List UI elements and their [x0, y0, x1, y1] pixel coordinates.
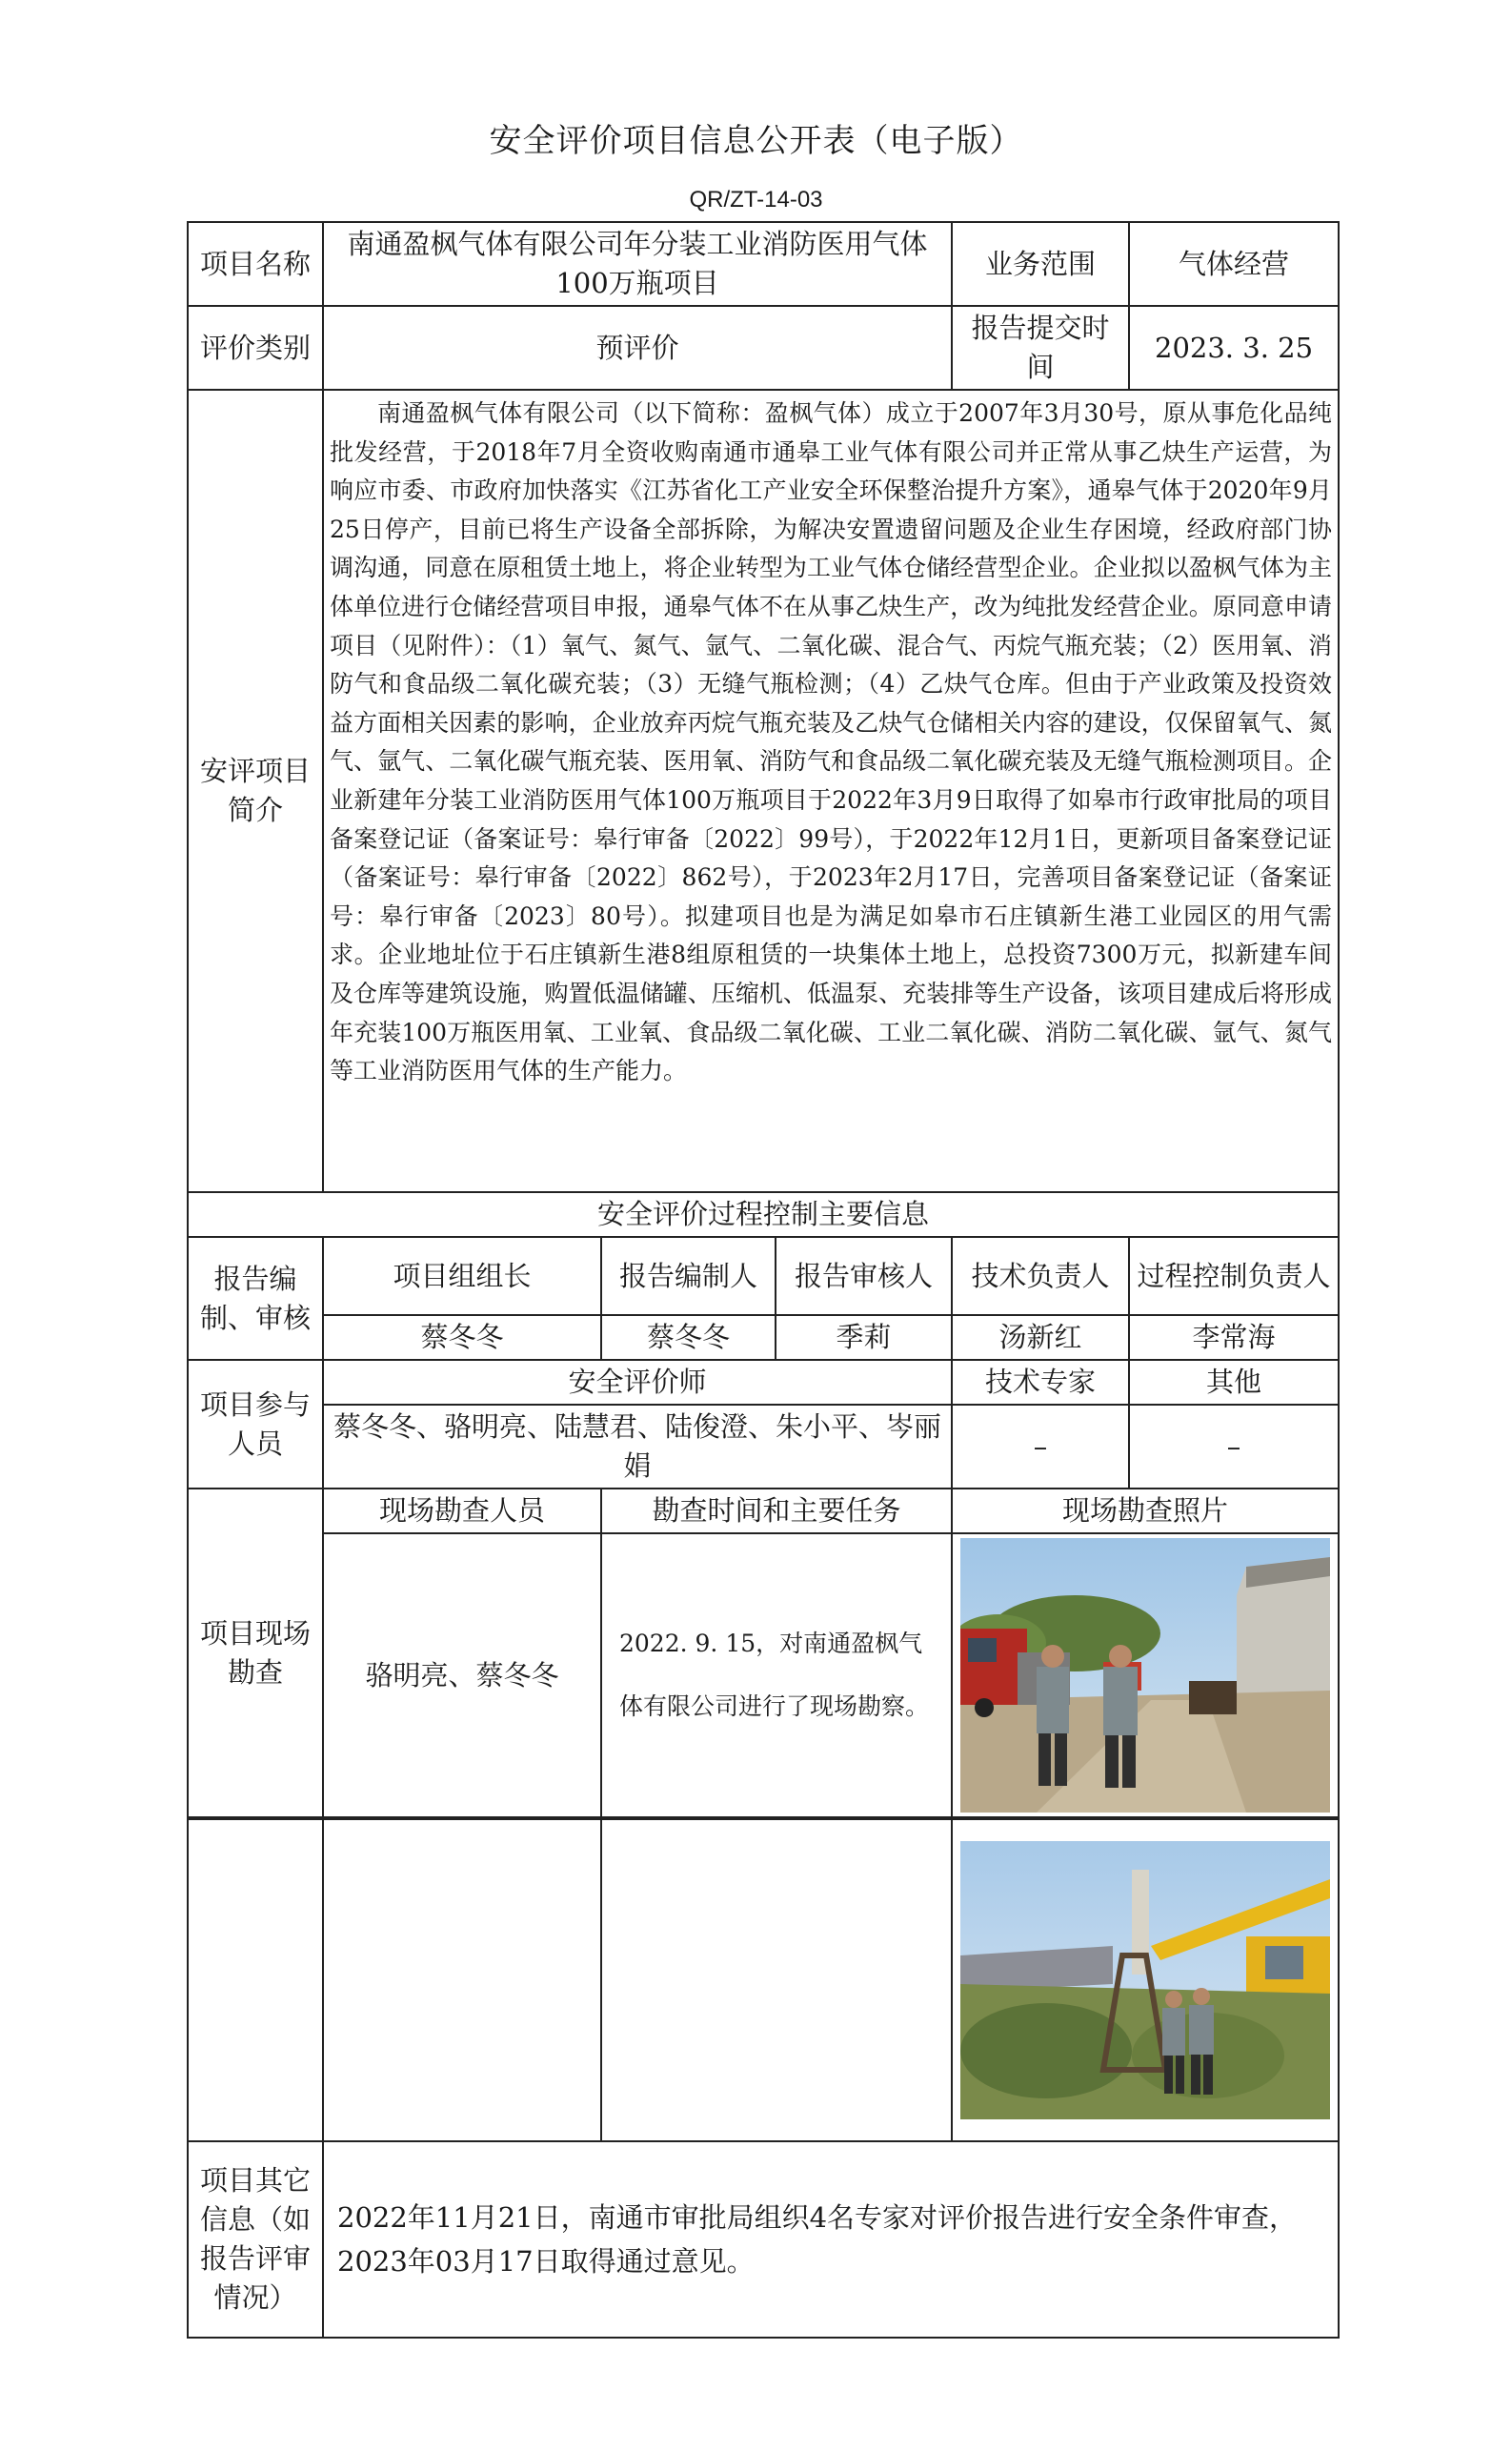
- value-tech-lead: 汤新红: [952, 1315, 1129, 1360]
- site-photo-2: [960, 1841, 1330, 2119]
- eval-type-value: 预评价: [323, 306, 952, 390]
- scope-value: 气体经营: [1129, 222, 1339, 306]
- info-table-continued: [187, 1818, 1340, 2339]
- expert-names: –: [952, 1405, 1129, 1489]
- blank-staff-cell: [323, 1819, 601, 2141]
- eval-type-label: 评价类别: [188, 306, 323, 390]
- scope-label: 业务范围: [952, 222, 1129, 306]
- other-info-label: 项目其它信息（如报告评审情况）: [188, 2141, 323, 2338]
- survey-photo-header: 现场勘查照片: [952, 1489, 1339, 1533]
- other-names: –: [1129, 1405, 1339, 1489]
- survey-photo-1-cell: [952, 1533, 1339, 1817]
- intro-label: 安评项目简介: [188, 390, 323, 1192]
- survey-task: 2022. 9. 15，对南通盈枫气体有限公司进行了现场勘察。: [601, 1533, 952, 1817]
- document-code: QR/ZT-14-03: [689, 187, 823, 213]
- document-title: 安全评价项目信息公开表（电子版）: [489, 122, 1023, 160]
- site-photo-2-image: [960, 1841, 1330, 2119]
- info-table: [187, 221, 1340, 1818]
- assessor-names: 蔡冬冬、骆明亮、陆慧君、陆俊澄、朱小平、岑丽娟: [323, 1405, 952, 1489]
- assessor-header: 安全评价师: [323, 1360, 952, 1405]
- header-report-reviewer: 报告审核人: [776, 1237, 952, 1315]
- submit-time-label: 报告提交时间: [952, 306, 1129, 390]
- value-report-writer: 蔡冬冬: [601, 1315, 776, 1360]
- expert-header: 技术专家: [952, 1360, 1129, 1405]
- value-team-leader: 蔡冬冬: [323, 1315, 601, 1360]
- participants-label: 项目参与人员: [188, 1360, 323, 1489]
- site-photo-1-image: [960, 1538, 1330, 1813]
- project-name-label: 项目名称: [188, 222, 323, 306]
- other-header: 其他: [1129, 1360, 1339, 1405]
- intro-text: 南通盈枫气体有限公司（以下简称：盈枫气体）成立于2007年3月30号，原从事危化品纯批发经营，于2018年7月全资收购南通市通皋工业气体有限公司并正常从事乙炔生产运营，为响应市委、市政府加快落实《江苏省化工产业安全环保整治提升方案》，通皋气体于2020年9月25日停产，目前已将生产设备全部拆除，为解决安置遗留问题及企业生存困境，经政府部门协调沟通，同意在原租赁土地上，将企业转型为工业气体仓储经营型企业。企业拟以盈枫气体为主体单位进行仓储经营项目申报，通皋气体不在从事乙炔生产，改为纯批发经营企业。原同意申请项目（见附件）：（1）氧气、氮气、氩气、二氧化碳、混合气、丙烷气瓶充装；（2）医用氧、消防气和食品级二氧化碳充装；（3）无缝气瓶检测；（4）乙炔气仓库。但由于产业政策及投资效益方面相关因素的影响，企业放弃丙烷气瓶充装及乙炔气仓储相关内容的建设，仅保留氧气、氮气、氩气、二氧化碳气瓶充装、医用氧、消防气和食品级二氧化碳充装及无缝气瓶检测项目。企业新建年分装工业消防医用气体100万瓶项目于2022年3月9日取得了如皋市行政审批局的项目备案登记证（备案证号：皋行审备〔2022〕99号），于2022年12月1日，更新项目备案登记证（备案证号：皋行审备〔2022〕862号），于2023年2月17日，完善项目备案登记证（备案证号：皋行审备〔2023〕80号）。拟建项目也是为满足如皋市石庄镇新生港工业园区的用气需求。企业地址位于石庄镇新生港8组原租赁的一块集体土地上，总投资7300万元，拟新建车间及仓库等建筑设施，购置低温储罐、压缩机、低温泵、充装排等生产设备，该项目建成后将形成年充装100万瓶医用氧、工业氧、食品级二氧化碳、工业二氧化碳、消防二氧化碳、氩气、氮气等工业消防医用气体的生产能力。: [323, 390, 1339, 1192]
- process-section-title: 安全评价过程控制主要信息: [188, 1192, 1339, 1237]
- site-photo-1: [960, 1538, 1330, 1813]
- blank-task-cell: [601, 1819, 952, 2141]
- survey-task-header: 勘查时间和主要任务: [601, 1489, 952, 1533]
- survey-staff-header: 现场勘查人员: [323, 1489, 601, 1533]
- value-report-reviewer: 季莉: [776, 1315, 952, 1360]
- survey-photo-2-cell: [952, 1819, 1339, 2141]
- survey-staff: 骆明亮、蔡冬冬: [323, 1533, 601, 1817]
- header-team-leader: 项目组组长: [323, 1237, 601, 1315]
- other-info-text: 2022年11月21日，南通市审批局组织4名专家对评价报告进行安全条件审查，2023年03月17日取得通过意见。: [323, 2141, 1339, 2338]
- survey-label: 项目现场勘查: [188, 1489, 323, 1817]
- value-process-control-lead: 李常海: [1129, 1315, 1339, 1360]
- report-label: 报告编制、审核: [188, 1237, 323, 1360]
- header-report-writer: 报告编制人: [601, 1237, 776, 1315]
- header-process-control-lead: 过程控制负责人: [1129, 1237, 1339, 1315]
- project-name-value: 南通盈枫气体有限公司年分装工业消防医用气体100万瓶项目: [323, 222, 952, 306]
- header-tech-lead: 技术负责人: [952, 1237, 1129, 1315]
- submit-time-value: 2023. 3. 25: [1129, 306, 1339, 390]
- blank-label-cell: [188, 1819, 323, 2141]
